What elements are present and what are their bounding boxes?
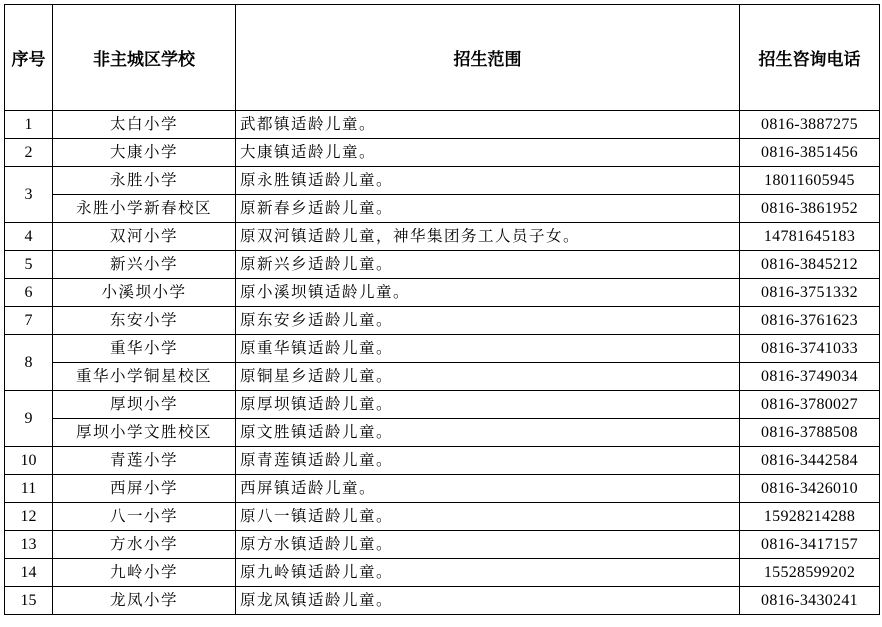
header-scope: 招生范围 [236,5,740,111]
enrollment-scope: 大康镇适龄儿童。 [236,139,740,167]
table-row [5,251,880,279]
school-name: 八一小学 [53,503,236,531]
school-name: 小溪坝小学 [53,279,236,307]
phone-number: 0816-3749034 [740,363,880,391]
table-row [5,475,880,503]
phone-number: 15528599202 [740,559,880,587]
row-no: 13 [5,531,53,559]
school-name: 龙凤小学 [53,587,236,615]
row-no: 7 [5,307,53,335]
school-name: 太白小学 [53,111,236,139]
enrollment-scope: 原永胜镇适龄儿童。 [236,167,740,195]
school-name: 重华小学 [53,335,236,363]
row-no: 9 [5,391,53,447]
table-row [5,335,880,363]
enrollment-scope: 原文胜镇适龄儿童。 [236,419,740,447]
phone-number: 18011605945 [740,167,880,195]
table-row [5,391,880,419]
enrollment-scope: 西屏镇适龄儿童。 [236,475,740,503]
enrollment-scope: 原青莲镇适龄儿童。 [236,447,740,475]
phone-number: 14781645183 [740,223,880,251]
enrollment-scope: 原双河镇适龄儿童，神华集团务工人员子女。 [236,223,740,251]
row-no: 1 [5,111,53,139]
enrollment-scope: 原龙凤镇适龄儿童。 [236,587,740,615]
row-no: 2 [5,139,53,167]
school-name: 青莲小学 [53,447,236,475]
row-no: 5 [5,251,53,279]
header-phone: 招生咨询电话 [740,5,880,111]
phone-number: 0816-3741033 [740,335,880,363]
phone-number: 0816-3887275 [740,111,880,139]
table-row [5,279,880,307]
phone-number: 0816-3761623 [740,307,880,335]
enrollment-scope: 原方水镇适龄儿童。 [236,531,740,559]
row-no: 6 [5,279,53,307]
phone-number: 0816-3442584 [740,447,880,475]
school-name: 永胜小学 [53,167,236,195]
school-name: 重华小学铜星校区 [53,363,236,391]
table-row [5,531,880,559]
phone-number: 0816-3426010 [740,475,880,503]
phone-number: 15928214288 [740,503,880,531]
table-row [5,503,880,531]
table-row [5,559,880,587]
table-row [5,195,880,223]
school-name: 厚坝小学文胜校区 [53,419,236,447]
phone-number: 0816-3751332 [740,279,880,307]
row-no: 12 [5,503,53,531]
school-name: 九岭小学 [53,559,236,587]
enrollment-table [4,4,880,615]
header-no: 序号 [5,5,53,111]
enrollment-scope: 原厚坝镇适龄儿童。 [236,391,740,419]
school-name: 西屏小学 [53,475,236,503]
phone-number: 0816-3430241 [740,587,880,615]
phone-number: 0816-3780027 [740,391,880,419]
table-row [5,587,880,615]
row-no: 8 [5,335,53,391]
school-name: 厚坝小学 [53,391,236,419]
table-row [5,223,880,251]
enrollment-scope: 原新兴乡适龄儿童。 [236,251,740,279]
phone-number: 0816-3845212 [740,251,880,279]
enrollment-scope: 原铜星乡适龄儿童。 [236,363,740,391]
school-name: 东安小学 [53,307,236,335]
row-no: 11 [5,475,53,503]
phone-number: 0816-3861952 [740,195,880,223]
table-row [5,139,880,167]
row-no: 14 [5,559,53,587]
table-row [5,419,880,447]
enrollment-scope: 武都镇适龄儿童。 [236,111,740,139]
row-no: 15 [5,587,53,615]
header-school: 非主城区学校 [53,5,236,111]
school-name: 永胜小学新春校区 [53,195,236,223]
row-no: 10 [5,447,53,475]
phone-number: 0816-3788508 [740,419,880,447]
row-no: 3 [5,167,53,223]
enrollment-scope: 原九岭镇适龄儿童。 [236,559,740,587]
phone-number: 0816-3851456 [740,139,880,167]
row-no: 4 [5,223,53,251]
school-name: 新兴小学 [53,251,236,279]
enrollment-scope: 原重华镇适龄儿童。 [236,335,740,363]
school-name: 双河小学 [53,223,236,251]
table-row [5,307,880,335]
school-name: 大康小学 [53,139,236,167]
header-row [5,5,880,111]
enrollment-scope: 原新春乡适龄儿童。 [236,195,740,223]
table-row [5,167,880,195]
phone-number: 0816-3417157 [740,531,880,559]
enrollment-scope: 原八一镇适龄儿童。 [236,503,740,531]
table-row [5,111,880,139]
table-row [5,447,880,475]
school-name: 方水小学 [53,531,236,559]
enrollment-scope: 原小溪坝镇适龄儿童。 [236,279,740,307]
enrollment-scope: 原东安乡适龄儿童。 [236,307,740,335]
table-row [5,363,880,391]
